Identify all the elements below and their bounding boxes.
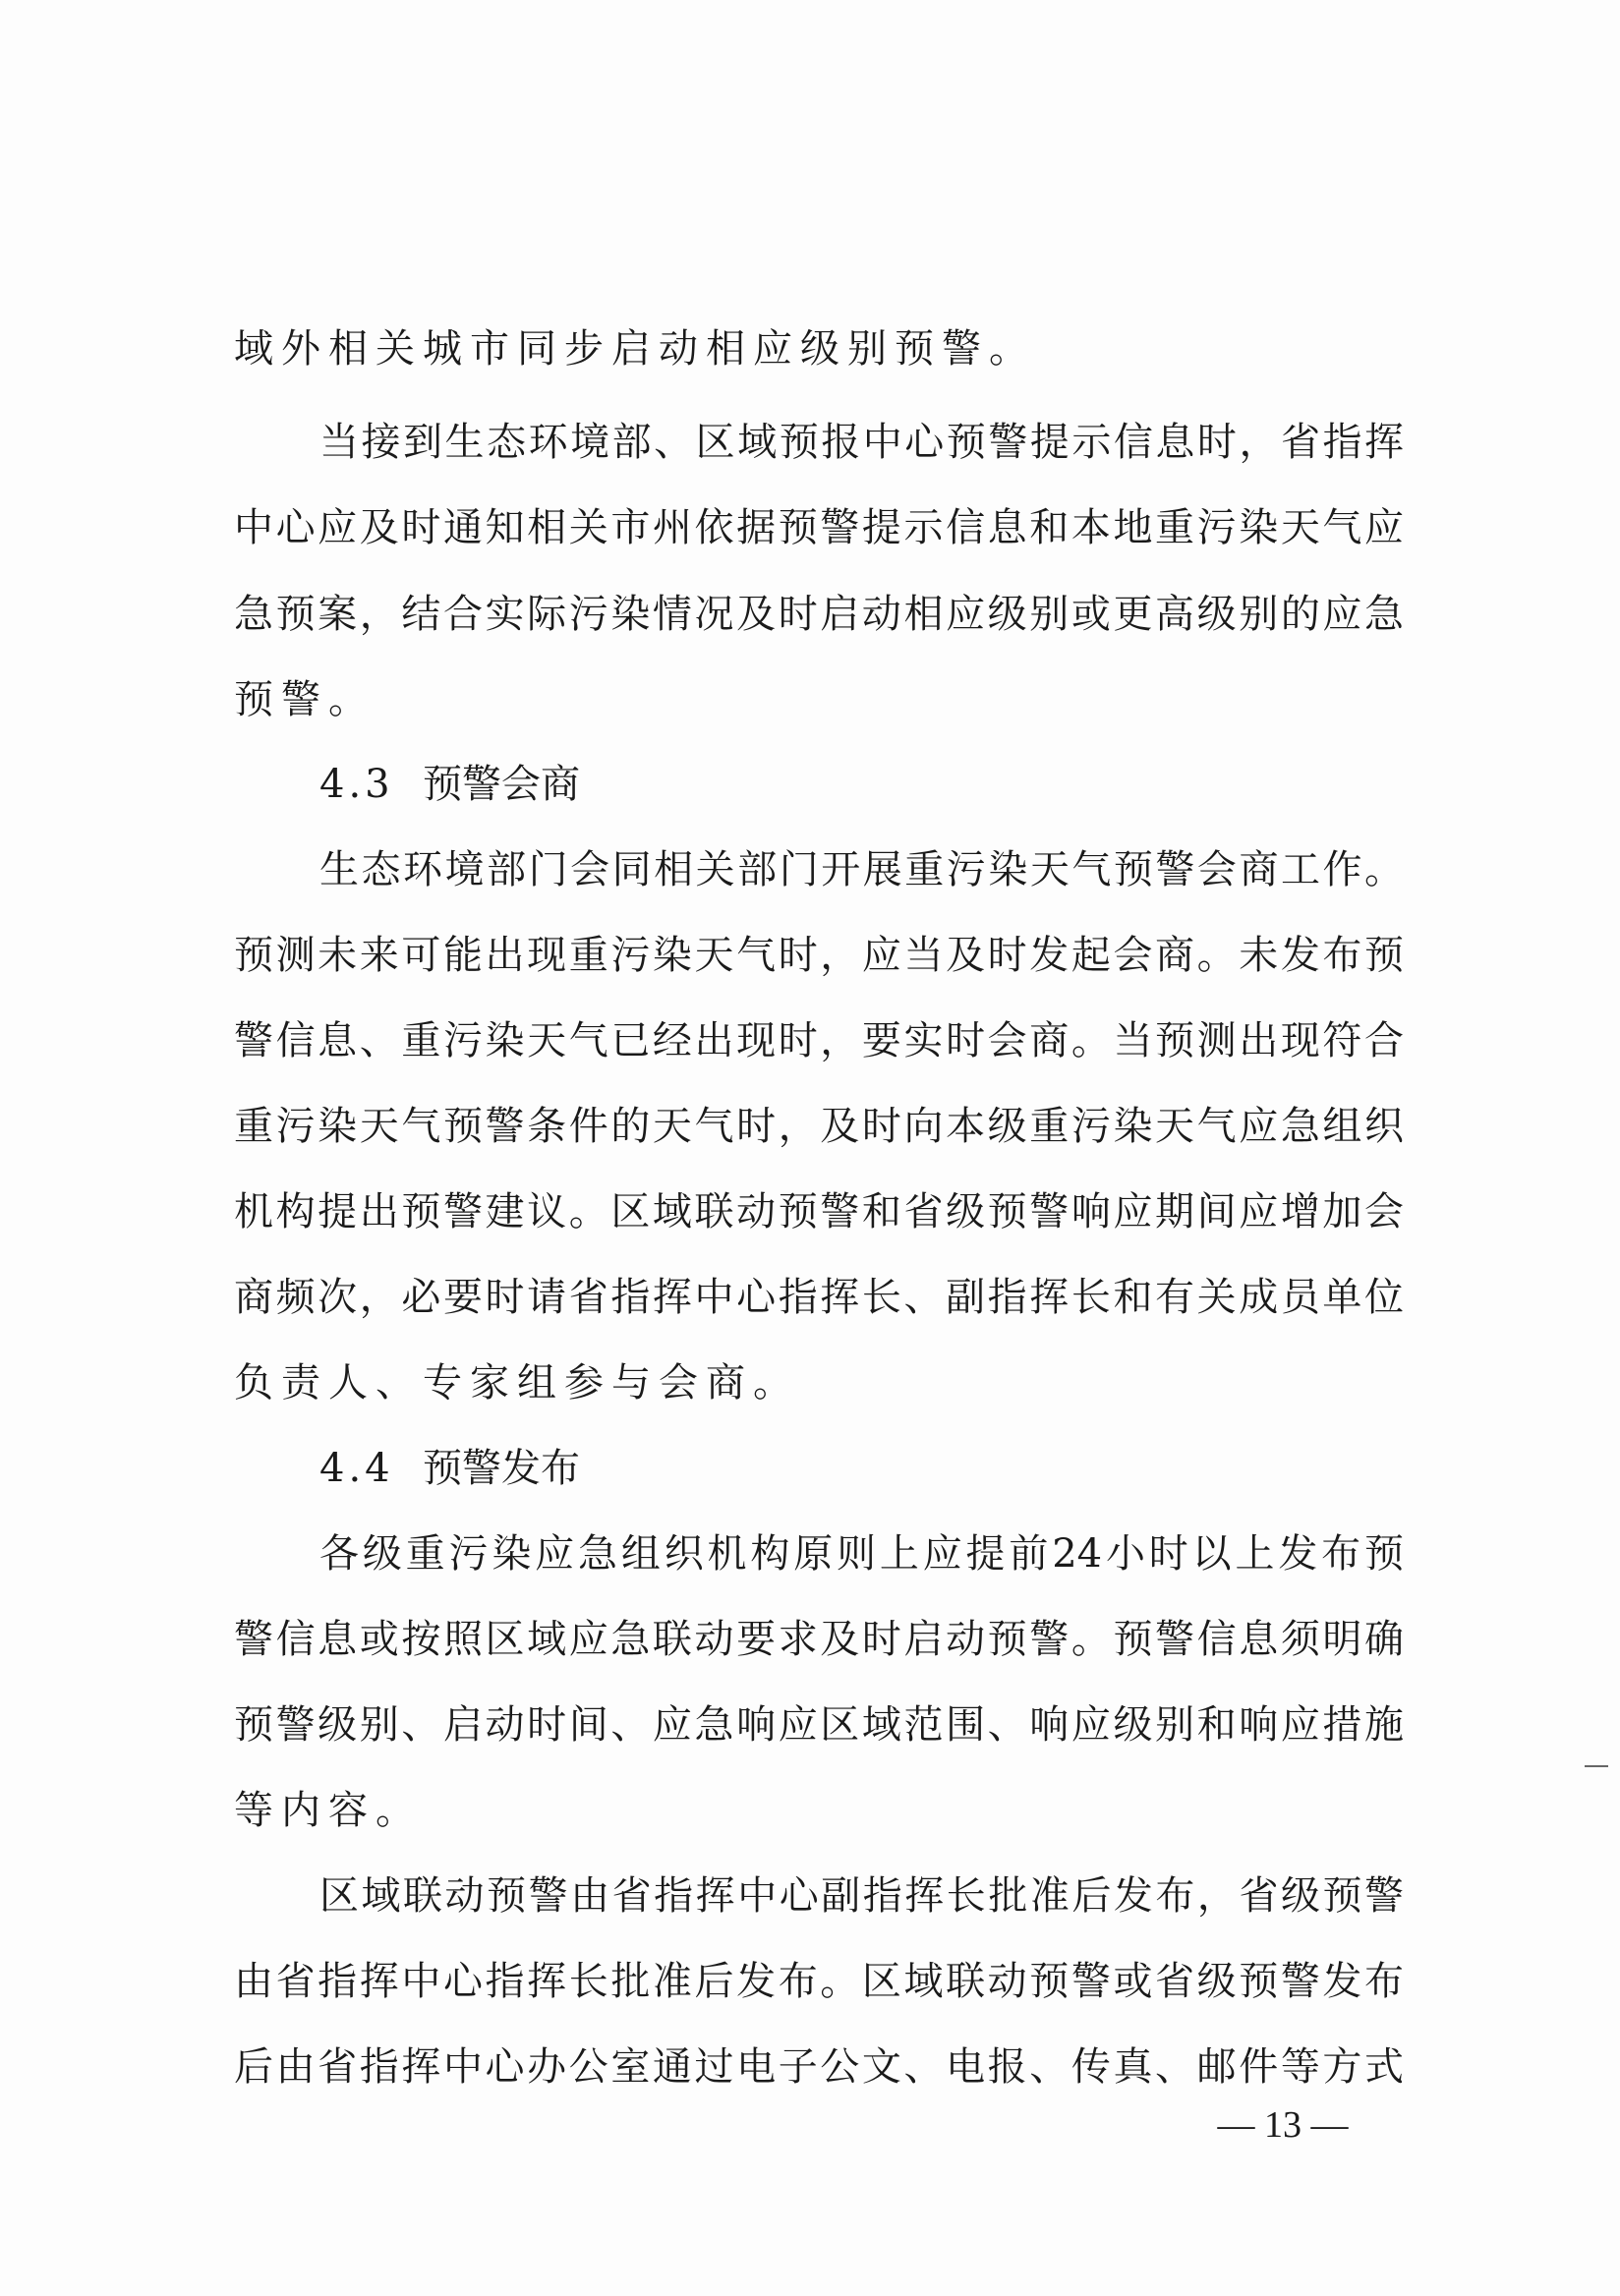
body-line: 后由省指挥中心办公室通过电子公文、电报、传真、邮件等方式 (234, 2044, 1404, 2090)
body-line: 预警。 (234, 677, 376, 722)
body-line: 急预案，结合实际污染情况及时启动相应级别或更高级别的应急 (234, 592, 1404, 637)
section-title: 预警会商 (423, 762, 580, 807)
section-title: 预警发布 (423, 1446, 580, 1491)
section-heading (319, 1434, 580, 1503)
body-line: 中心应及时通知相关市州依据预警提示信息和本地重污染天气应 (234, 505, 1404, 550)
scan-artifact (1585, 1765, 1608, 1767)
body-line: 区域联动预警由省指挥中心副指挥长批准后发布，省级预警 (319, 1873, 1404, 1919)
body-line: 重污染天气预警条件的天气时，及时向本级重污染天气应急组织 (234, 1104, 1404, 1149)
body-line: 由省指挥中心指挥长批准后发布。区域联动预警或省级预警发布 (234, 1959, 1404, 2004)
body-line: 生态环境部门会同相关部门开展重污染天气预警会商工作。 (319, 847, 1404, 892)
page-number: — 13 — (1217, 2104, 1349, 2146)
body-line: 预测未来可能出现重污染天气时，应当及时发起会商。未发布预 (234, 933, 1404, 978)
section-number: 4.4 (319, 1446, 394, 1491)
body-line: 当接到生态环境部、区域预报中心预警提示信息时，省指挥 (319, 420, 1404, 465)
body-line: 域外相关城市同步启动相应级别预警。 (234, 326, 1036, 372)
body-line: 商频次，必要时请省指挥中心指挥长、副指挥长和有关成员单位 (234, 1275, 1404, 1320)
body-line: 警信息、重污染天气已经出现时，要实时会商。当预测出现符合 (234, 1018, 1404, 1063)
section-heading (319, 750, 580, 819)
body-line: 等内容。 (234, 1788, 423, 1833)
body-line: 负责人、专家组参与会商。 (234, 1360, 800, 1406)
body-line: 机构提出预警建议。区域联动预警和省级预警响应期间应增加会 (234, 1189, 1404, 1234)
section-number: 4.3 (319, 762, 394, 807)
body-line: 预警级别、启动时间、应急响应区域范围、响应级别和响应措施 (234, 1702, 1404, 1748)
body-line: 各级重污染应急组织机构原则上应提前24小时以上发布预 (319, 1531, 1404, 1577)
body-line: 警信息或按照区域应急联动要求及时启动预警。预警信息须明确 (234, 1617, 1404, 1662)
